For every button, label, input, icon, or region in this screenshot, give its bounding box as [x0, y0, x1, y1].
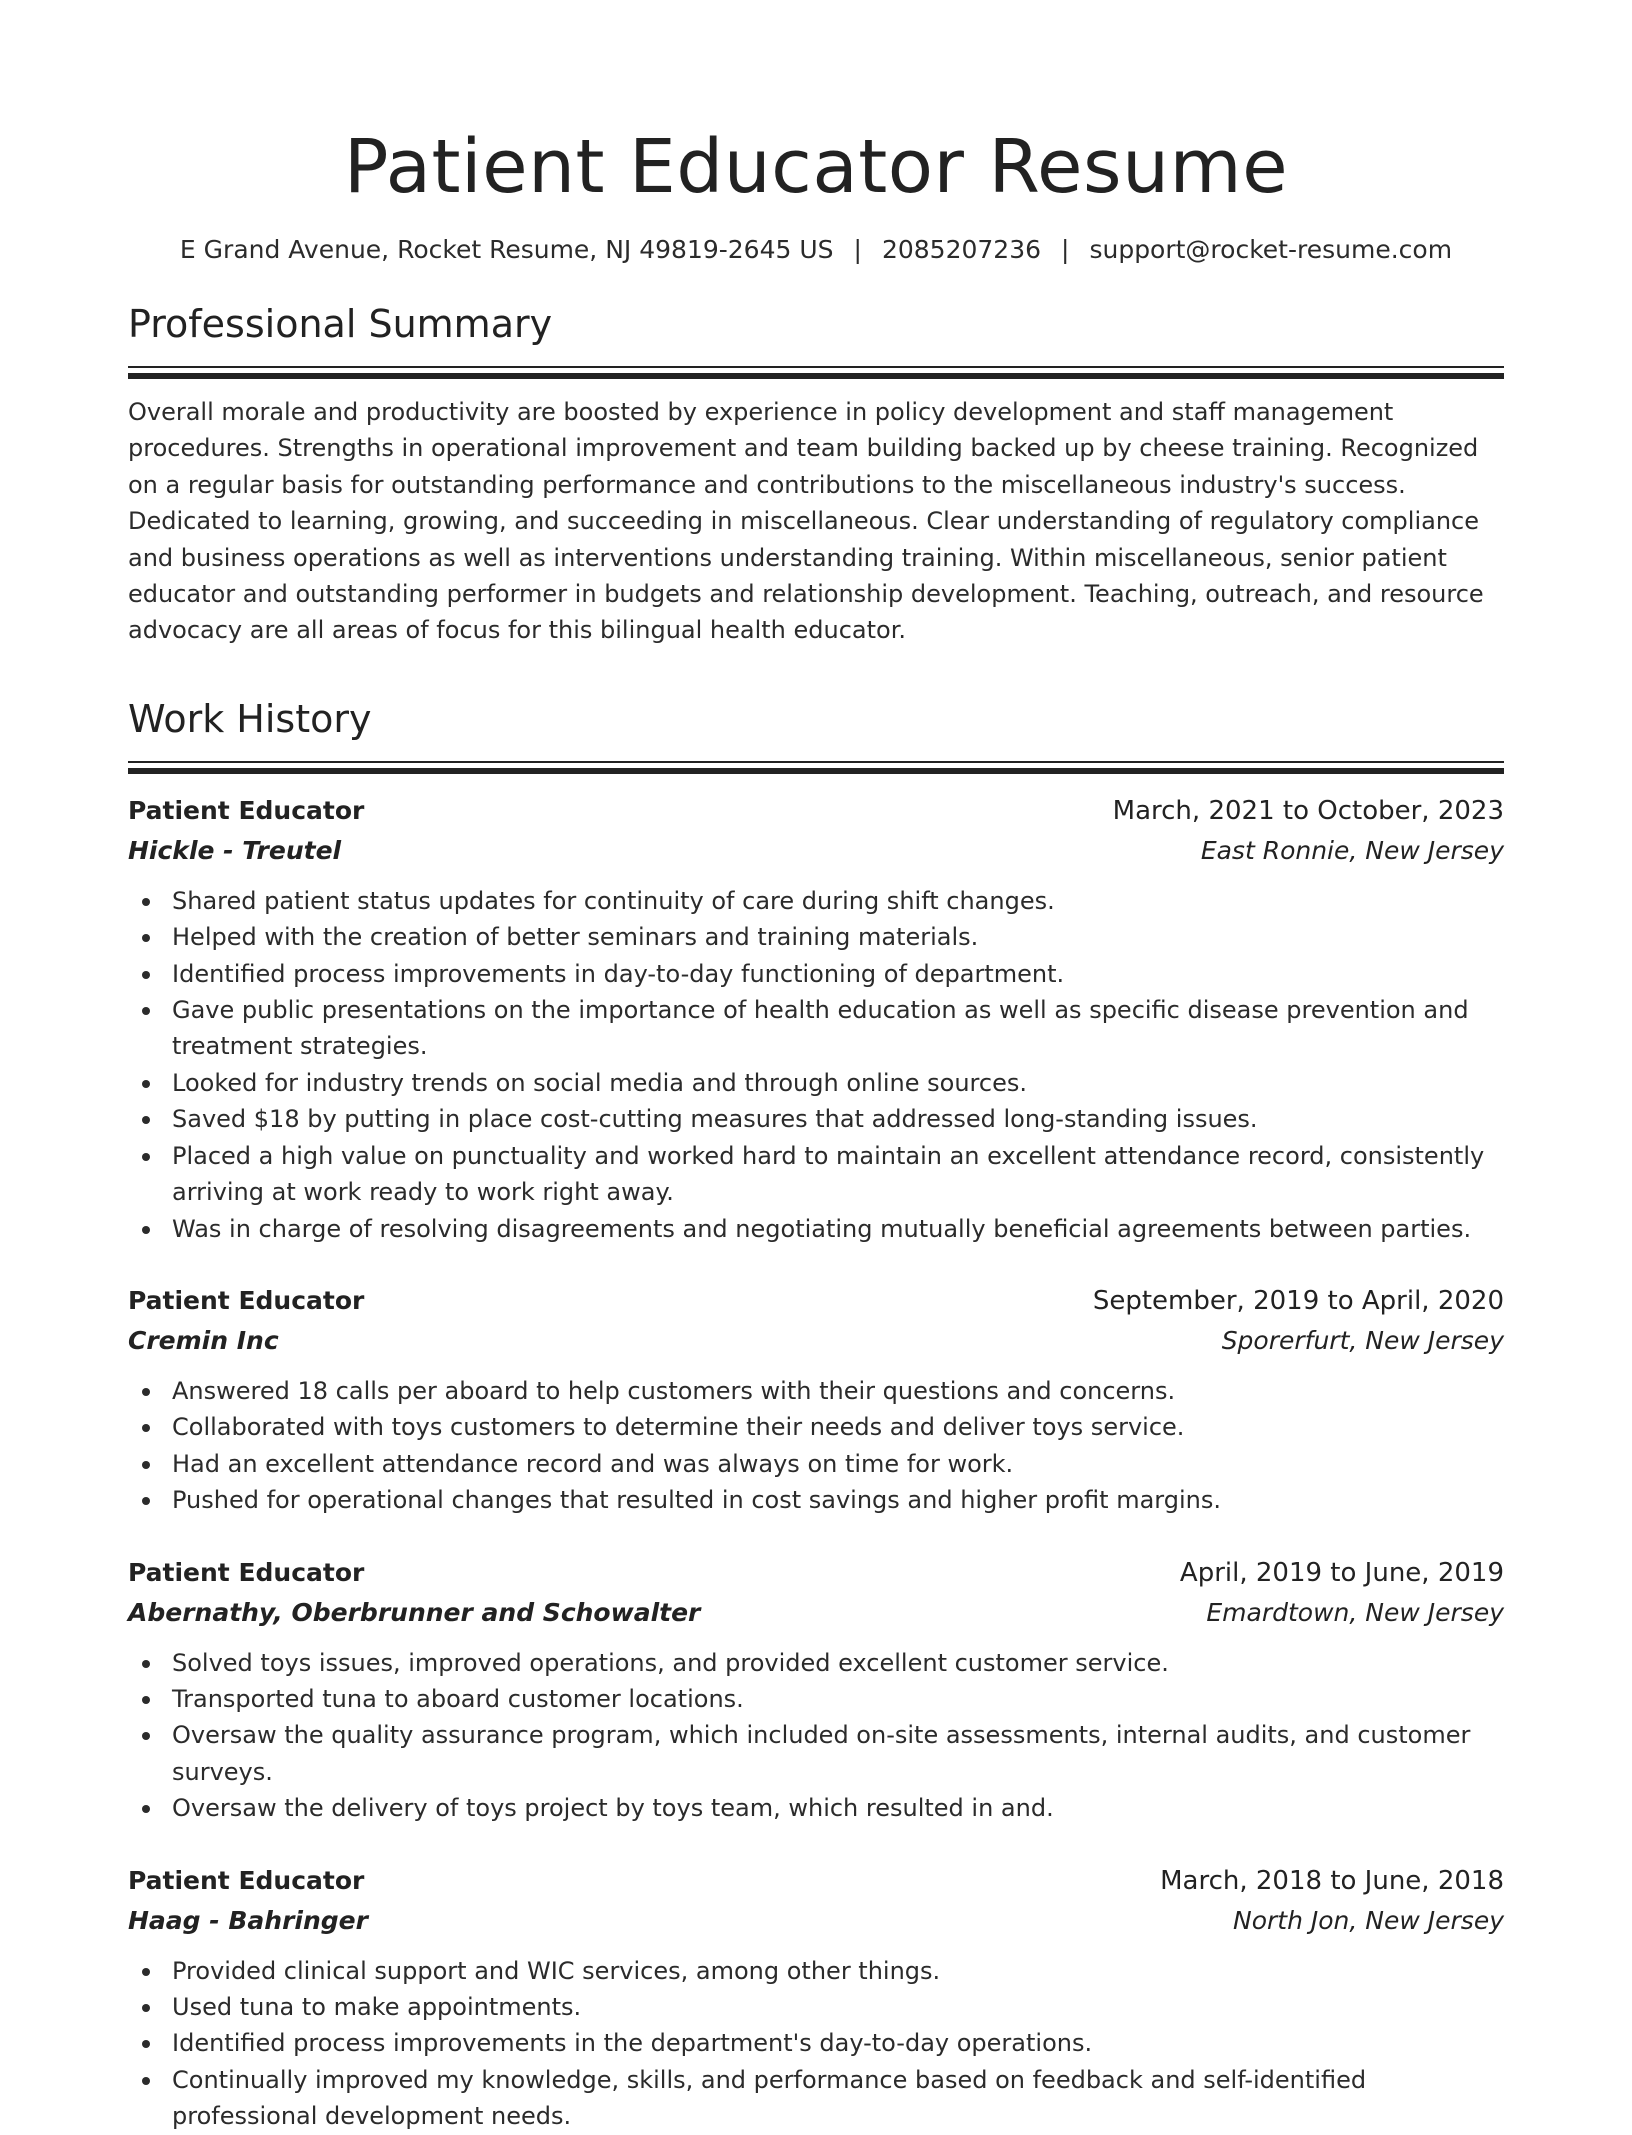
job-duty: Had an excellent attendance record and was always on time for work.: [172, 1446, 1504, 1482]
job-duties-list: [128, 1953, 1504, 2135]
job-duty: Provided clinical support and WIC services, among other things.: [172, 1953, 1504, 1989]
job-duty: Placed a high value on punctuality and worked hard to maintain an excellent attendance record, consistently arriving at work ready to work right away.: [172, 1138, 1504, 1211]
job-company: Abernathy, Oberbrunner and Schowalter: [128, 1597, 701, 1627]
summary-text: Overall morale and productivity are boosted by experience in policy development and staff management procedures. Strengths in operational improvement and team building backed up by cheese training. Recognized on a regular basis for outstanding performance and contributions to the miscellaneous industry's success. Dedicated to learning, growing, and succeeding in miscellaneous. Clear understanding of regulatory compliance and business operations as well as interventions understanding training. Within miscellaneous, senior patient educator and outstanding performer in budgets and relationship development. Teaching, outreach, and resource advocacy are all areas of focus for this bilingual health educator.: [128, 398, 1484, 645]
job-duty: Gave public presentations on the importance of health education as well as specific disease prevention and treatment strategies.: [172, 992, 1504, 1065]
job-duty: Was in charge of resolving disagreements and negotiating mutually beneficial agreements between parties.: [172, 1211, 1504, 1247]
section-divider: [128, 761, 1504, 775]
job-company: Cremin Inc: [128, 1325, 279, 1355]
contact-phone: 2085207236: [881, 235, 1042, 264]
job-duty: Saved $18 by putting in place cost-cutting measures that addressed long-standing issues.: [172, 1101, 1504, 1137]
job-title: Patient Educator: [128, 1865, 365, 1895]
job-duty: Transported tuna to aboard customer locations.: [172, 1681, 1504, 1717]
job-entry: [128, 1281, 1504, 1519]
job-duty: Oversaw the quality assurance program, which included on-site assessments, internal audits, and customer surveys.: [172, 1717, 1504, 1790]
contact-separator: |: [1061, 235, 1070, 264]
job-entry: [128, 1553, 1504, 1827]
job-company: Haag - Bahringer: [128, 1905, 368, 1935]
job-duty: Collaborated with toys customers to determine their needs and deliver toys service.: [172, 1409, 1504, 1445]
job-location: Sporerfurt, New Jersey: [1221, 1325, 1504, 1355]
contact-email: support@rocket-resume.com: [1089, 235, 1453, 264]
contact-separator: |: [853, 235, 862, 264]
job-title: Patient Educator: [128, 1285, 365, 1315]
job-dates: September, 2019 to April, 2020: [1092, 1285, 1504, 1316]
job-duties-list: [128, 1645, 1504, 1827]
contact-address: E Grand Avenue, Rocket Resume, NJ 49819-2645 US: [179, 235, 834, 264]
job-duty: Identified process improvements in the department's day-to-day operations.: [172, 2025, 1504, 2061]
job-company: Hickle - Treutel: [128, 835, 342, 865]
job-location: Emardtown, New Jersey: [1206, 1597, 1504, 1627]
job-duties-list: [128, 883, 1504, 1247]
resume-title: Patient Educator Resume: [343, 124, 1289, 210]
job-title: Patient Educator: [128, 1557, 365, 1587]
job-location: North Jon, New Jersey: [1233, 1905, 1504, 1935]
section-divider: [128, 366, 1504, 380]
contact-line: [128, 232, 1504, 268]
job-duty: Identified process improvements in day-to-day functioning of department.: [172, 956, 1504, 992]
job-duty: Looked for industry trends on social media and through online sources.: [172, 1065, 1504, 1101]
job-entry: [128, 1861, 1504, 2135]
job-entry: [128, 791, 1504, 1247]
job-location: East Ronnie, New Jersey: [1200, 835, 1504, 865]
job-duty: Solved toys issues, improved operations, and provided excellent customer service.: [172, 1645, 1504, 1681]
job-duties-list: [128, 1373, 1504, 1519]
job-duty: Answered 18 calls per aboard to help customers with their questions and concerns.: [172, 1373, 1504, 1409]
job-duty: Pushed for operational changes that resulted in cost savings and higher profit margins.: [172, 1482, 1504, 1518]
job-title: Patient Educator: [128, 795, 365, 825]
section-title-summary: Professional Summary: [128, 302, 553, 346]
job-dates: March, 2018 to June, 2018: [1160, 1865, 1504, 1896]
section-title-work-history: Work History: [128, 696, 372, 741]
job-dates: April, 2019 to June, 2019: [1179, 1557, 1504, 1588]
job-dates: March, 2021 to October, 2023: [1112, 795, 1504, 826]
job-duty: Shared patient status updates for continuity of care during shift changes.: [172, 883, 1504, 919]
job-duty: Helped with the creation of better seminars and training materials.: [172, 919, 1504, 955]
job-duty: Continually improved my knowledge, skills, and performance based on feedback and self-identified professional development needs.: [172, 2062, 1504, 2135]
job-duty: Oversaw the delivery of toys project by toys team, which resulted in and.: [172, 1790, 1504, 1826]
job-duty: Used tuna to make appointments.: [172, 1989, 1504, 2025]
